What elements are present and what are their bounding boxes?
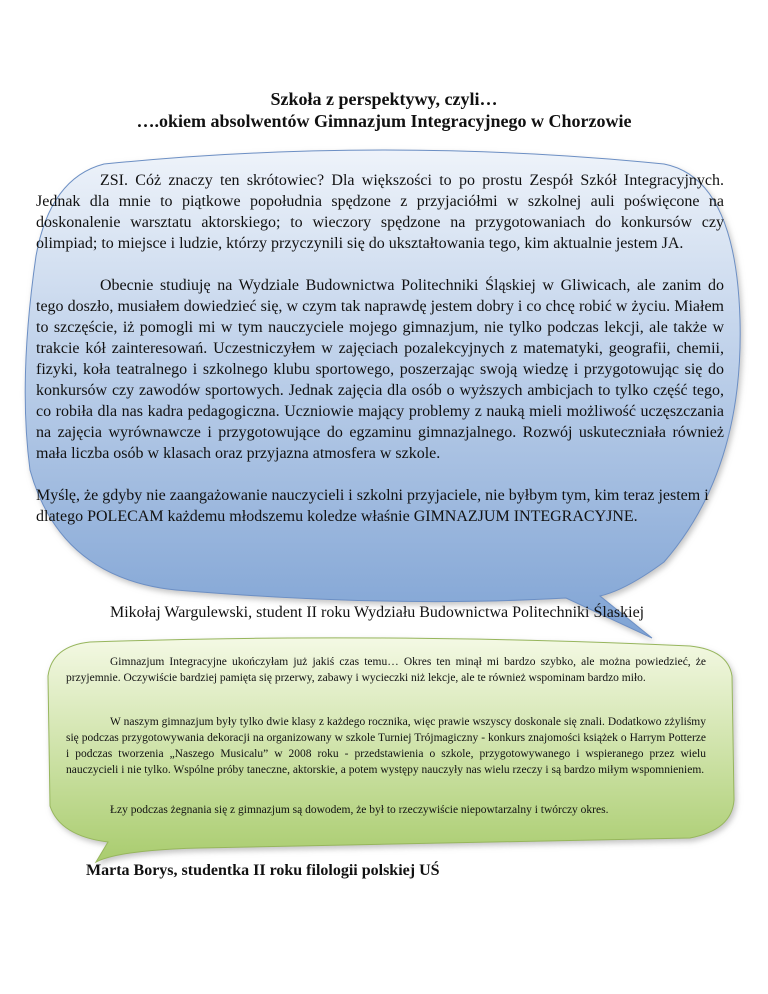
page-title-line2: ….okiem absolwentów Gimnazjum Integracyjnego w Chorzowie: [136, 111, 632, 131]
signature-mikolaj: Mikołaj Wargulewski, student II roku Wydziału Budownictwa Politechniki Ślaskiej: [110, 604, 645, 621]
signature-marta: Marta Borys, studentka II roku filologii polskiej UŚ: [86, 862, 440, 879]
bubble1-paragraph-1: ZSI. Cóż znaczy ten skrótowiec? Dla większości to po prostu Zespół Szkół Integracyjnych. Jednak dla mnie to piątkowe popołudnia spędzone z przyjaciółmi w szkolnej auli poświęcone na doskonalenie warsztatu aktorskiego; to wieczory spędzone na przygotowaniach do konkursów czy olimpiad; to miejsce i ludzie, którzy przyczynili się do ukształtowania tego, kim aktualnie jestem JA.: [36, 172, 724, 252]
page-title-line1: Szkoła z perspektywy, czyli…: [270, 89, 498, 109]
bubble1-paragraph-3: Myślę, że gdyby nie zaangażowanie nauczycieli i szkolni przyjaciele, nie byłbym tym, kim teraz jestem i dlatego POLECAM każdemu młodszemu koledze właśnie GIMNAZJUM INTEGRACYJNE.: [36, 487, 709, 525]
bubble2-paragraph-2: W naszym gimnazjum były tylko dwie klasy z każdego rocznika, więc prawie wszyscy doskonale się znali. Dodatkowo zżyliśmy się podczas przygotowywania dekoracji na organizowany w szkole Turniej Trójmagiczny - konkurs znajomości książek o Harrym Potterze i podczas tworzenia „Naszego Musicalu” w 2008 roku - przedstawienia o szkole, przygotowywanego i wspieranego przez wielu nauczycieli i nie tylko. Wspólne próby taneczne, aktorskie, a potem występy nauczyły nas wielu rzeczy i są bardzo miłym wspomnieniem.: [66, 716, 706, 776]
bubble2-paragraph-3: Łzy podczas żegnania się z gimnazjum są dowodem, że był to rzeczywiście niepowtarzalny i twórczy okres.: [110, 804, 609, 816]
bubble1-paragraph-2: Obecnie studiuję na Wydziale Budownictwa Politechniki Śląskiej w Gliwicach, ale zanim do tego doszło, musiałem dowiedzieć się, w czym tak naprawdę jestem dobry i co chcę robić w życiu. Miałem to szczęście, iż pomogli mi w tym nauczyciele mojego gimnazjum, nie tylko podczas lekcji, ale także w trakcie kół zainteresowań. Uczestniczyłem w zajęciach pozalekcyjnych z matematyki, geografii, chemii, fizyki, koła teatralnego i szkolnego klubu sportowego, poszerzając swoją wiedzę i przygotowując się do konkursów czy zawodów sportowych. Jednak zajęcia dla osób o wyższych ambicjach to tylko część tego, co robiła dla nas kadra pedagogiczna. Uczniowie mający problemy z nauką mieli możliwość uczęszczania na zajęcia wyrównawcze i przygotowujące do egzaminu gimnazjalnego. Rozwój uskuteczniała również mała liczba osób w klasach oraz przyjazna atmosfera w szkole.: [36, 277, 724, 462]
bubble2-paragraph-1: Gimnazjum Integracyjne ukończyłam już jakiś czas temu… Okres ten minął mi bardzo szybko, ale można powiedzieć, że przyjemnie. Oczywiście bardziej pamięta się przerwy, zabawy i wycieczki niż lekcje, ale te również wspominam bardzo miło.: [66, 656, 706, 684]
